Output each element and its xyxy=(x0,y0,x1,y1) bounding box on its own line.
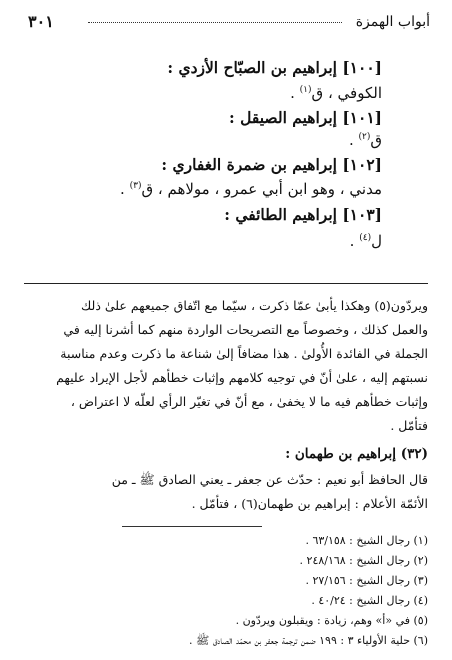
footnote: (٣) رجال الشيخ : ٢٧/١٥٦ . xyxy=(305,574,428,587)
entry-heading: [١٠١] إبراهيم الصيقل : xyxy=(229,108,382,127)
entry-body xyxy=(290,84,382,102)
footnote-ref: (٢) xyxy=(358,132,371,142)
paragraph-line: نسبتهم إليه ، علىٰ أنّ في توجيه كلامهم وإثبات خطأهم لأجل الإيراد عليهم xyxy=(56,370,428,385)
entry-text: ل xyxy=(371,232,382,250)
paragraph-line: والعمل كذلك ، وخصوصاً مع التصريحات الواردة منهم كما أشرنا إليه في xyxy=(63,322,428,337)
section-line: قال الحافظ أبو نعيم : حدّث عن جعفر ـ يعني الصادق ﷺ ـ من xyxy=(111,472,428,487)
entry-heading: [١٠٢] إبراهيم بن ضمرة الغفاري : xyxy=(161,155,382,174)
section-heading: (٣٢) إبراهيم بن طهمان : xyxy=(285,446,428,462)
footnote: (٤) رجال الشيخ : ٤٠/٢٤ . xyxy=(311,594,428,607)
entry-body xyxy=(350,232,382,250)
paragraph-line: الجملة في الفائدة الأُولىٰ . هذا مضافاً إلىٰ شناعة ما ذكرت وعدم مناسبة xyxy=(60,346,428,361)
entry-text: ق xyxy=(370,131,382,149)
entry-end: . xyxy=(348,131,359,149)
entry-body xyxy=(349,131,382,149)
entry-heading: [١٠٣] إبراهيم الطائفي : xyxy=(224,205,382,224)
running-header-title: أبواب الهمزة xyxy=(355,14,430,30)
footnote-ref: (١) xyxy=(299,85,312,95)
entry-end: . xyxy=(120,180,130,198)
footnote: (٦) حلية الأولياء ٣ : ١٩٩ ضمن ترجمة جعفر بن محمّد الصادق ﷺ . xyxy=(188,634,428,647)
entry-heading: [١٠٠] إبراهيم بن الصبّاح الأزدي : xyxy=(167,58,382,77)
entry-text: مدني ، وهو ابن أبي عمرو ، مولاهم ، ق xyxy=(141,180,382,198)
footnote: (٥) في «أ» وهم، زيادة : ويقبلون ويردّون . xyxy=(235,614,428,627)
footnote: (٢) رجال الشيخ : ٢٤٨/١٦٨ . xyxy=(299,554,428,567)
entry-text: الكوفي ، ق xyxy=(311,84,382,102)
header-dotted-leader xyxy=(88,22,342,23)
footnote-ref: (٤) xyxy=(359,233,372,243)
entry-end: . xyxy=(349,232,360,250)
footnote-divider xyxy=(122,526,262,527)
entry-body xyxy=(120,180,382,198)
page-number: ٣٠١ xyxy=(28,12,54,31)
entry-end: . xyxy=(290,84,300,102)
paragraph-line: ويردّون(٥) وهكذا يأبىٰ عمّا ذكرت ، سيّما مع اتّفاق جميعهم علىٰ ذلك xyxy=(80,298,428,313)
paragraph-line: فتأمّل . xyxy=(390,418,428,433)
footnote-ref: (٣) xyxy=(129,181,142,191)
paragraph-line: وإثبات خطأهم فيه ما لا يخفىٰ ، مع أنّ في تغيّر الرأي لعلّه لا اعتراض ، xyxy=(70,394,428,409)
section-line: الأئمّة الأعلام : إبراهيم بن طهمان(٦) ، فتأمّل . xyxy=(191,496,428,511)
footnote: (١) رجال الشيخ : ٦٣/١٥٨ . xyxy=(305,534,428,547)
section-divider xyxy=(24,283,428,284)
